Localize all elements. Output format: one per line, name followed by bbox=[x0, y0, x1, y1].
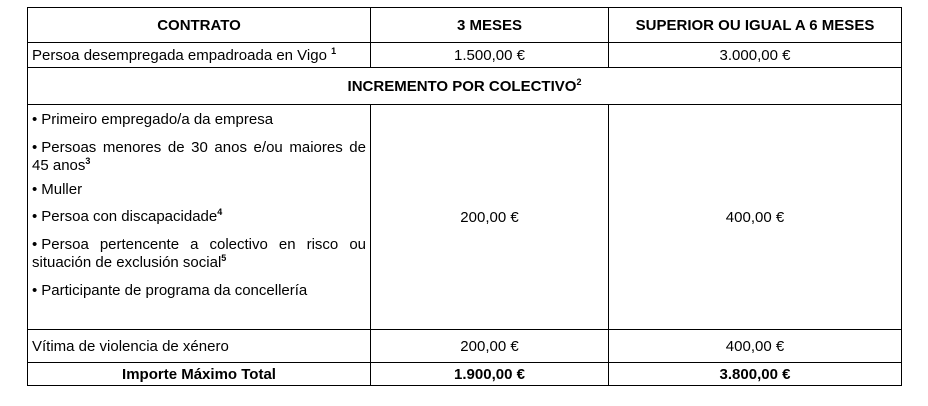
vigo-six-months: 3.000,00 € bbox=[609, 43, 902, 68]
footnote-ref-5: 5 bbox=[221, 253, 227, 263]
total-six-months: 3.800,00 € bbox=[609, 363, 902, 386]
vigo-label-cell bbox=[28, 43, 371, 68]
total-three-months: 1.900,00 € bbox=[371, 363, 609, 386]
header-three-months: 3 MESES bbox=[371, 8, 609, 43]
violence-six-months: 400,00 € bbox=[609, 330, 902, 363]
violence-label: Vítima de violencia de xénero bbox=[28, 330, 371, 363]
list-item: • Persoas menores de 30 anos e/ou maiores de 45 anos$^3$ bbox=[32, 139, 366, 174]
list-item: • Muller bbox=[32, 181, 83, 198]
bullet-icon: • bbox=[32, 236, 38, 253]
bullet-icon: • bbox=[32, 208, 38, 225]
header-six-months: SUPERIOR OU IGUAL A 6 MESES bbox=[609, 8, 902, 43]
list-item: • Primeiro empregado/a da empresa bbox=[32, 111, 274, 128]
header-row bbox=[28, 8, 902, 43]
collectives-cell bbox=[28, 105, 371, 330]
table-row bbox=[28, 330, 902, 363]
footnote-ref-2: 2 bbox=[576, 76, 582, 87]
bullet-icon: • bbox=[32, 282, 38, 299]
collectives-list bbox=[32, 105, 366, 300]
section-row bbox=[28, 68, 902, 105]
footnote-ref-4: 4 bbox=[217, 207, 223, 217]
list-item: • Persoa con discapacidade$^4$ bbox=[32, 207, 223, 225]
list-item: • Participante de programa da concellería bbox=[32, 282, 308, 299]
vigo-label: Persoa desempregada empadroada en Vigo bbox=[32, 46, 327, 64]
total-label: Importe Máximo Total bbox=[28, 363, 371, 386]
bullet-icon: • bbox=[32, 111, 38, 128]
table-row bbox=[28, 43, 902, 68]
violence-three-months: 200,00 € bbox=[371, 330, 609, 363]
subsidy-table bbox=[27, 7, 902, 386]
collectives-three-months: 200,00 € bbox=[371, 105, 609, 330]
bullet-icon: • bbox=[32, 139, 38, 156]
footnote-ref-3: 3 bbox=[85, 156, 91, 166]
vigo-three-months: 1.500,00 € bbox=[371, 43, 609, 68]
table-row bbox=[28, 105, 902, 330]
collectives-six-months: 400,00 € bbox=[609, 105, 902, 330]
section-title-cell bbox=[28, 68, 902, 105]
bullet-icon: • bbox=[32, 181, 38, 198]
list-item: • Persoa pertencente a colectivo en risco ou situación de exclusión social$^5$ bbox=[32, 236, 366, 271]
footnote-ref-1: 1 bbox=[331, 45, 337, 56]
header-contract: CONTRATO bbox=[28, 8, 371, 43]
section-title: INCREMENTO POR COLECTIVO bbox=[347, 77, 577, 95]
total-row bbox=[28, 363, 902, 386]
